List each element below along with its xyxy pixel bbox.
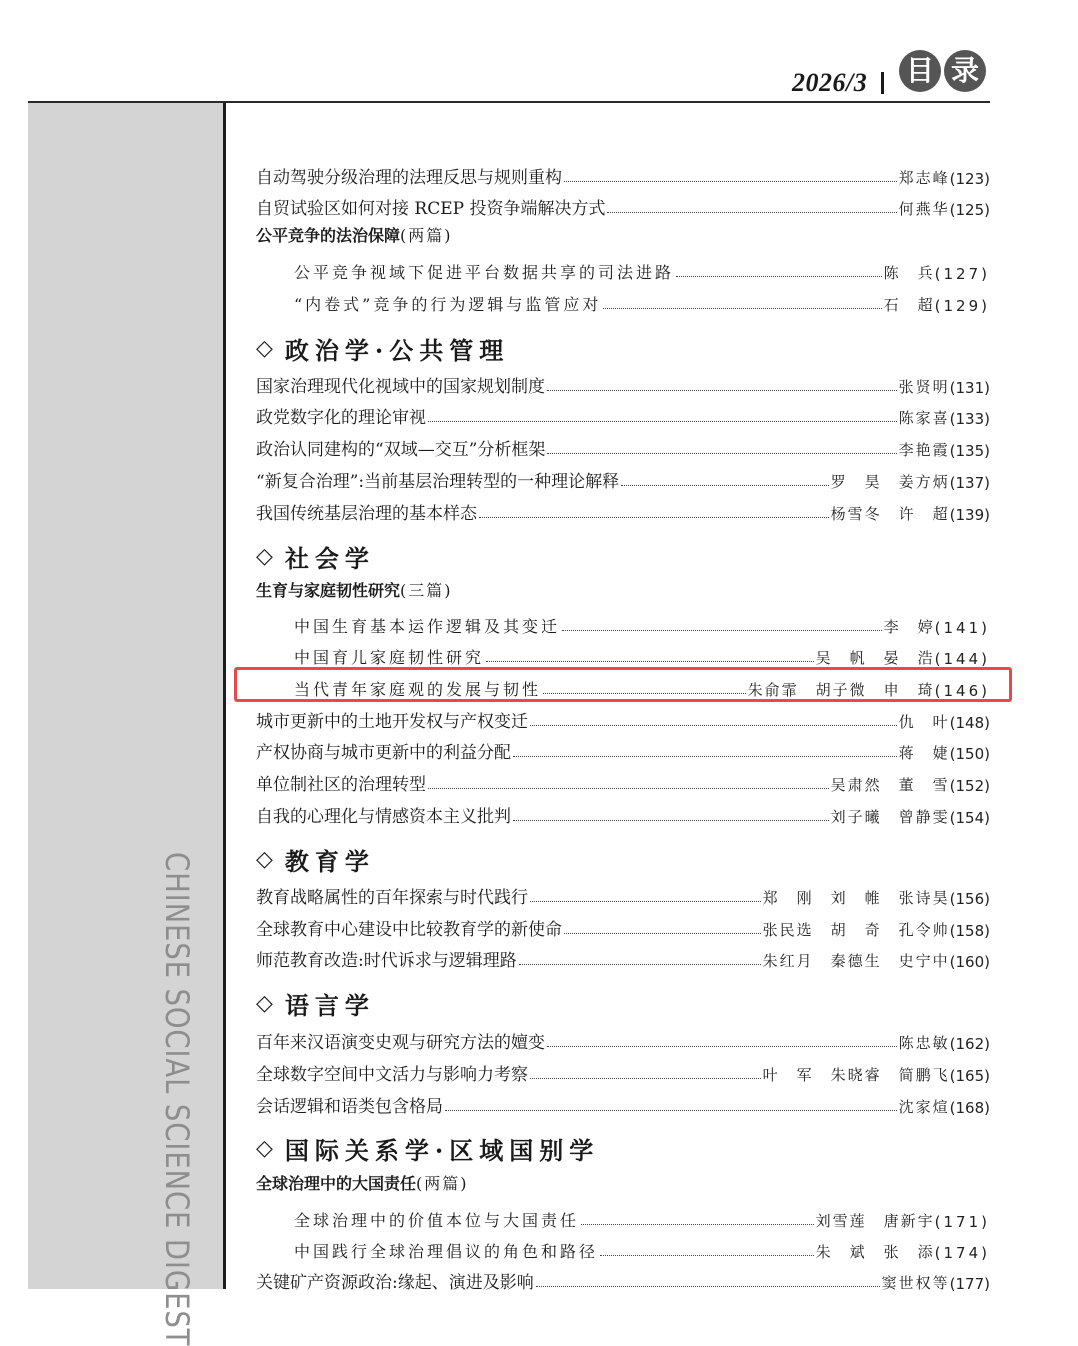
entry-authors: 张贤明 xyxy=(898,378,950,396)
toc-entry[interactable] xyxy=(256,767,990,795)
dot-leader xyxy=(676,276,882,277)
entry-title: 师范教育改造:时代诉求与逻辑理路 xyxy=(256,951,517,971)
toc-entry[interactable] xyxy=(294,287,990,315)
dot-leader xyxy=(486,661,814,662)
entry-page: (141) xyxy=(934,619,990,637)
dot-leader xyxy=(547,453,896,454)
entry-page: (156) xyxy=(949,890,990,908)
entry-title: 自贸试验区如何对接 RCEP 投资争端解决方式 xyxy=(256,199,606,219)
toc-entry[interactable] xyxy=(256,191,990,219)
contents-badge-char-1: 目 xyxy=(899,50,941,92)
dot-leader xyxy=(621,485,829,486)
toc-entry[interactable] xyxy=(256,369,990,397)
subsection-heading xyxy=(256,1171,469,1197)
diamond-icon: ◇ xyxy=(256,846,273,872)
issue-number: 2026/3 xyxy=(792,68,868,97)
entry-authors: 蒋 婕 xyxy=(898,744,950,762)
dot-leader xyxy=(536,1286,880,1287)
toc-entry[interactable] xyxy=(256,912,990,940)
entry-authors: 张民选 胡 奇 孔令帅 xyxy=(762,921,950,939)
dot-leader xyxy=(562,630,882,631)
toc-entry[interactable] xyxy=(294,1234,990,1262)
entry-page: (165) xyxy=(949,1067,990,1085)
entry-page: (135) xyxy=(949,442,990,460)
section-title: 社会学 xyxy=(284,543,375,573)
dot-leader xyxy=(530,901,761,902)
section-title: 国际关系学·区域国别学 xyxy=(284,1135,600,1165)
entry-authors: 朱 斌 张 添 xyxy=(815,1243,935,1261)
entry-title: 国家治理现代化视域中的国家规划制度 xyxy=(256,377,545,397)
entry-title: 中国践行全球治理倡议的角色和路径 xyxy=(294,1242,599,1261)
subsection-heading xyxy=(256,578,453,604)
dot-leader xyxy=(479,517,829,518)
entry-title: 教育战略属性的百年探索与时代践行 xyxy=(256,888,528,908)
entry-authors: 石 超 xyxy=(883,296,935,314)
entry-page: (171) xyxy=(934,1213,990,1231)
subsection-count: (两篇) xyxy=(416,1174,469,1193)
entry-authors: 陈家喜 xyxy=(898,409,950,427)
subsection-count: (三篇) xyxy=(400,581,453,600)
entry-authors: 吴肃然 董 雪 xyxy=(830,776,950,794)
entry-title: 自我的心理化与情感资本主义批判 xyxy=(256,807,511,827)
toc-entry[interactable] xyxy=(256,432,990,460)
entry-page: (144) xyxy=(934,650,990,668)
subsection-heading xyxy=(256,223,453,249)
toc-entry[interactable] xyxy=(256,1089,990,1117)
entry-authors: 李艳霞 xyxy=(898,441,950,459)
entry-authors: 陈忠敏 xyxy=(898,1034,950,1052)
entry-authors: 何燕华 xyxy=(898,200,950,218)
subsection-count: (两篇) xyxy=(400,226,453,245)
section-heading xyxy=(256,986,375,1020)
dot-leader xyxy=(428,788,829,789)
toc-entry[interactable] xyxy=(256,1025,990,1053)
dot-leader xyxy=(445,1110,897,1111)
section-heading xyxy=(256,1131,599,1165)
highlight-box xyxy=(234,667,1012,702)
section-heading xyxy=(256,539,375,573)
entry-page: (139) xyxy=(949,506,990,524)
dot-leader xyxy=(564,181,897,182)
dot-leader xyxy=(564,933,761,934)
toc-entry[interactable] xyxy=(256,160,990,188)
entry-title: 政党数字化的理论审视 xyxy=(256,408,426,428)
entry-title: 会话逻辑和语类包含格局 xyxy=(256,1097,443,1117)
entry-page: (131) xyxy=(949,379,990,397)
entry-page: (133) xyxy=(949,410,990,428)
entry-authors: 叶 军 朱晓睿 简鹏飞 xyxy=(762,1066,950,1084)
dot-leader xyxy=(547,390,897,391)
section-title: 语言学 xyxy=(284,990,375,1020)
entry-authors: 郑志峰 xyxy=(898,169,950,187)
entry-authors: 朱俞霏 胡子微 申 琦 xyxy=(747,681,935,699)
entry-title: 自动驾驶分级治理的法理反思与规则重构 xyxy=(256,168,562,188)
diamond-icon: ◇ xyxy=(256,335,273,361)
toc-entry[interactable] xyxy=(256,704,990,732)
entry-authors: 仇 叶 xyxy=(898,713,950,731)
entry-authors: 刘子曦 曾静雯 xyxy=(830,808,950,826)
entry-title: 全球数字空间中文活力与影响力考察 xyxy=(256,1065,528,1085)
toc-entry[interactable] xyxy=(256,735,990,763)
entry-title: 公平竞争视域下促进平台数据共享的司法进路 xyxy=(294,263,675,282)
dot-leader xyxy=(530,1078,761,1079)
entry-page: (125) xyxy=(949,201,990,219)
toc-entry[interactable] xyxy=(294,1203,990,1231)
entry-title: 我国传统基层治理的基本样态 xyxy=(256,504,477,524)
subsection-title: 全球治理中的大国责任 xyxy=(256,1174,417,1193)
dot-leader xyxy=(513,756,897,757)
dot-leader xyxy=(603,308,881,309)
entry-title: 城市更新中的土地开发权与产权变迁 xyxy=(256,712,528,732)
section-heading xyxy=(256,842,375,876)
entry-authors: 朱红月 秦德生 史宁中 xyxy=(762,952,950,970)
entry-title: 百年来汉语演变史观与研究方法的嬗变 xyxy=(256,1033,545,1053)
entry-page: (146) xyxy=(934,682,990,700)
toc-entry[interactable] xyxy=(294,255,990,283)
entry-title: “内卷式”竞争的行为逻辑与监管应对 xyxy=(294,295,602,314)
issue-separator xyxy=(881,72,884,94)
section-heading xyxy=(256,331,509,365)
entry-page: (148) xyxy=(949,714,990,732)
entry-title: 政治认同建构的“双域—交互”分析框架 xyxy=(256,440,546,460)
entry-title: 单位制社区的治理转型 xyxy=(256,775,426,795)
entry-authors: 刘雪莲 唐新宇 xyxy=(815,1212,935,1230)
contents-badge-char-2: 录 xyxy=(944,50,986,92)
sidebar-rule xyxy=(223,103,226,1289)
dot-leader xyxy=(530,725,897,726)
entry-title: 产权协商与城市更新中的利益分配 xyxy=(256,743,511,763)
subsection-title: 生育与家庭韧性研究 xyxy=(256,581,401,600)
toc-entry[interactable] xyxy=(256,400,990,428)
entry-page: (137) xyxy=(949,474,990,492)
entry-page: (162) xyxy=(949,1035,990,1053)
toc-entry[interactable] xyxy=(256,1265,990,1293)
toc-entry[interactable] xyxy=(256,880,990,908)
entry-title: 当代青年家庭观的发展与韧性 xyxy=(294,680,542,699)
toc-entry[interactable] xyxy=(294,640,990,668)
entry-title: 中国育儿家庭韧性研究 xyxy=(294,648,485,667)
toc-entry[interactable] xyxy=(256,1057,990,1085)
entry-page: (174) xyxy=(934,1244,990,1262)
entry-authors: 陈 兵 xyxy=(883,264,935,282)
diamond-icon: ◇ xyxy=(256,1135,273,1161)
dot-leader xyxy=(581,1224,814,1225)
dot-leader xyxy=(513,820,829,821)
dot-leader xyxy=(519,964,761,965)
entry-page: (168) xyxy=(949,1099,990,1117)
entry-page: (127) xyxy=(934,265,990,283)
journal-name-vertical: CHINESE SOCIAL SCIENCE DIGEST xyxy=(158,852,196,1346)
subsection-title: 公平竞争的法治保障 xyxy=(256,226,401,245)
entry-authors: 罗 昊 姜方炳 xyxy=(830,473,950,491)
toc-entry[interactable] xyxy=(256,799,990,827)
entry-page: (160) xyxy=(949,953,990,971)
entry-page: (177) xyxy=(949,1275,990,1293)
toc-entry[interactable] xyxy=(256,496,990,524)
section-title: 政治学·公共管理 xyxy=(284,335,510,365)
entry-page: (158) xyxy=(949,922,990,940)
entry-title: 中国生育基本运作逻辑及其变迁 xyxy=(294,617,561,636)
entry-authors: 窦世权等 xyxy=(881,1274,950,1292)
section-title: 教育学 xyxy=(284,846,375,876)
diamond-icon: ◇ xyxy=(256,990,273,1016)
dot-leader xyxy=(607,212,896,213)
entry-authors: 吴 帆 晏 浩 xyxy=(815,649,935,667)
entry-authors: 郑 刚 刘 帷 张诗昊 xyxy=(762,889,950,907)
entry-authors: 杨雪冬 许 超 xyxy=(830,505,950,523)
entry-page: (123) xyxy=(949,170,990,188)
entry-title: “新复合治理”:当前基层治理转型的一种理论解释 xyxy=(256,472,620,492)
dot-leader xyxy=(600,1255,814,1256)
entry-authors: 沈家煊 xyxy=(898,1098,950,1116)
entry-page: (152) xyxy=(949,777,990,795)
diamond-icon: ◇ xyxy=(256,543,273,569)
dot-leader xyxy=(547,1046,897,1047)
entry-page: (154) xyxy=(949,809,990,827)
entry-title: 全球治理中的价值本位与大国责任 xyxy=(294,1211,580,1230)
entry-title: 全球教育中心建设中比较教育学的新使命 xyxy=(256,920,562,940)
entry-title: 关键矿产资源政治:缘起、演进及影响 xyxy=(256,1273,534,1293)
entry-page: (150) xyxy=(949,745,990,763)
entry-authors: 李 婷 xyxy=(883,618,935,636)
dot-leader xyxy=(428,421,897,422)
toc-entry[interactable] xyxy=(294,609,990,637)
toc-entry[interactable] xyxy=(256,943,990,971)
entry-page: (129) xyxy=(934,297,990,315)
toc-entry[interactable] xyxy=(256,464,990,492)
